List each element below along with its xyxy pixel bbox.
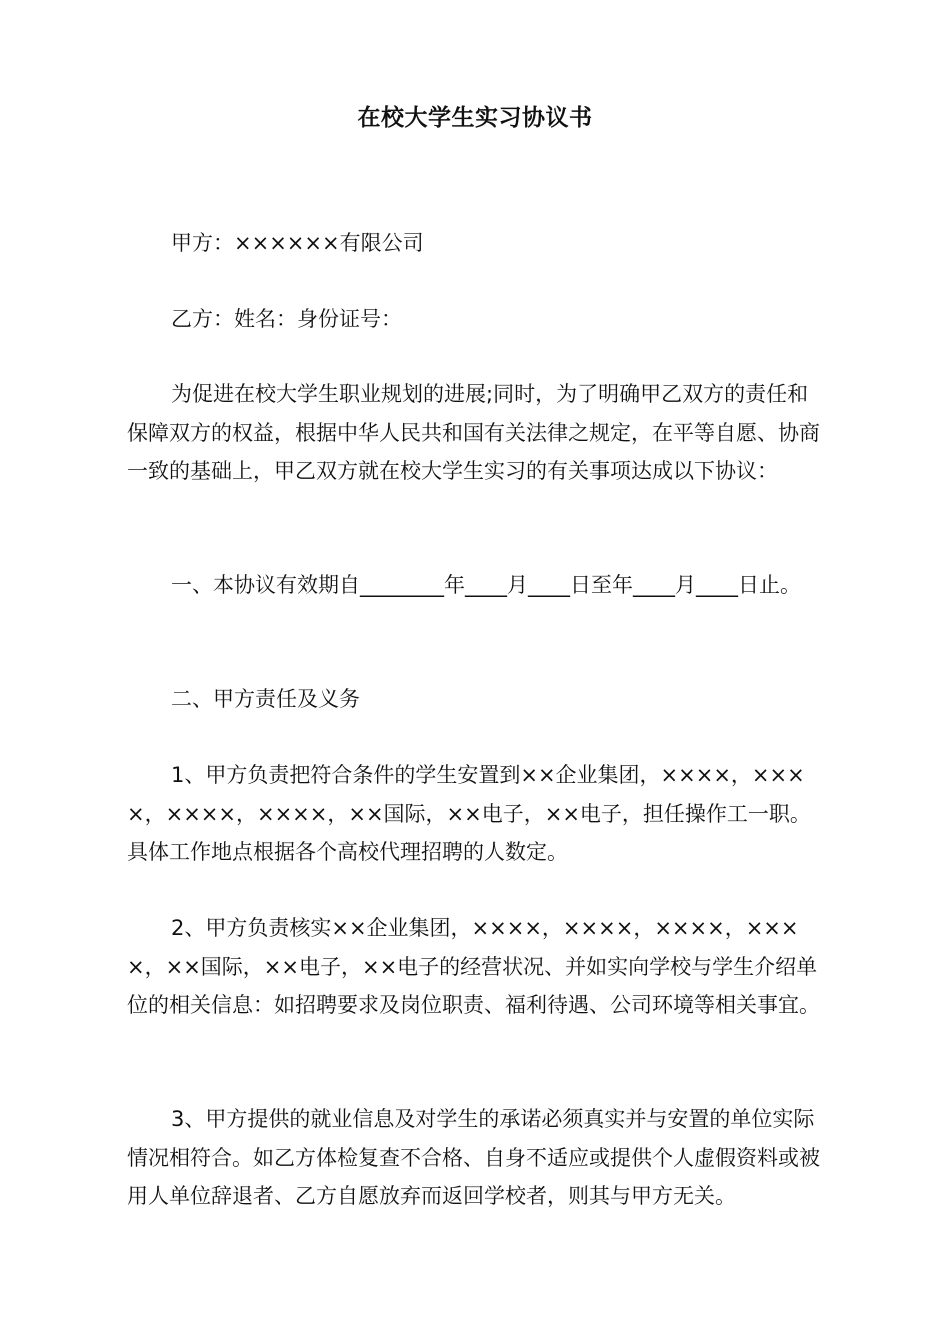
intro-paragraph: 为促进在校大学生职业规划的进展;同时，为了明确甲乙双方的责任和保障双方的权益，根据中华人民共和国有关法律之规定，在平等自愿、协商一致的基础上，甲乙双方就在校大学生实习的有关事项达成以下协议：	[127, 382, 820, 484]
document-title: 在校大学生实习协议书	[357, 105, 593, 131]
section-2-heading: 二、甲方责任及义务	[171, 687, 360, 711]
clause-item-3: 3、甲方提供的就业信息及对学生的承诺必须真实并与安置的单位实际情况相符合。如乙方体检复查不合格、自身不适应或提供个人虚假资料或被用人单位辞退者、乙方自愿放弃而返回学校者，则其与甲方无关。	[127, 1107, 820, 1209]
clause-item-1: 1、甲方负责把符合条件的学生安置到××企业集团，××××，××××，××××，××××，××国际，××电子，××电子，担任操作工一职。具体工作地点根据各个高校代理招聘的人数定。	[127, 763, 811, 865]
validity-term-clause: 一、本协议有效期自________年____月____日至年____月____日止。	[171, 573, 801, 597]
clause-item-2: 2、甲方负责核实××企业集团，××××，××××，××××，××××，××国际，××电子，××电子的经营状况、并如实向学校与学生介绍单位的相关信息：如招聘要求及岗位职责、福利待遇、公司环境等相关事宜。	[127, 916, 820, 1018]
party-a-line: 甲方：××××××有限公司	[171, 231, 424, 255]
party-b-line: 乙方：姓名：身份证号：	[171, 307, 402, 331]
